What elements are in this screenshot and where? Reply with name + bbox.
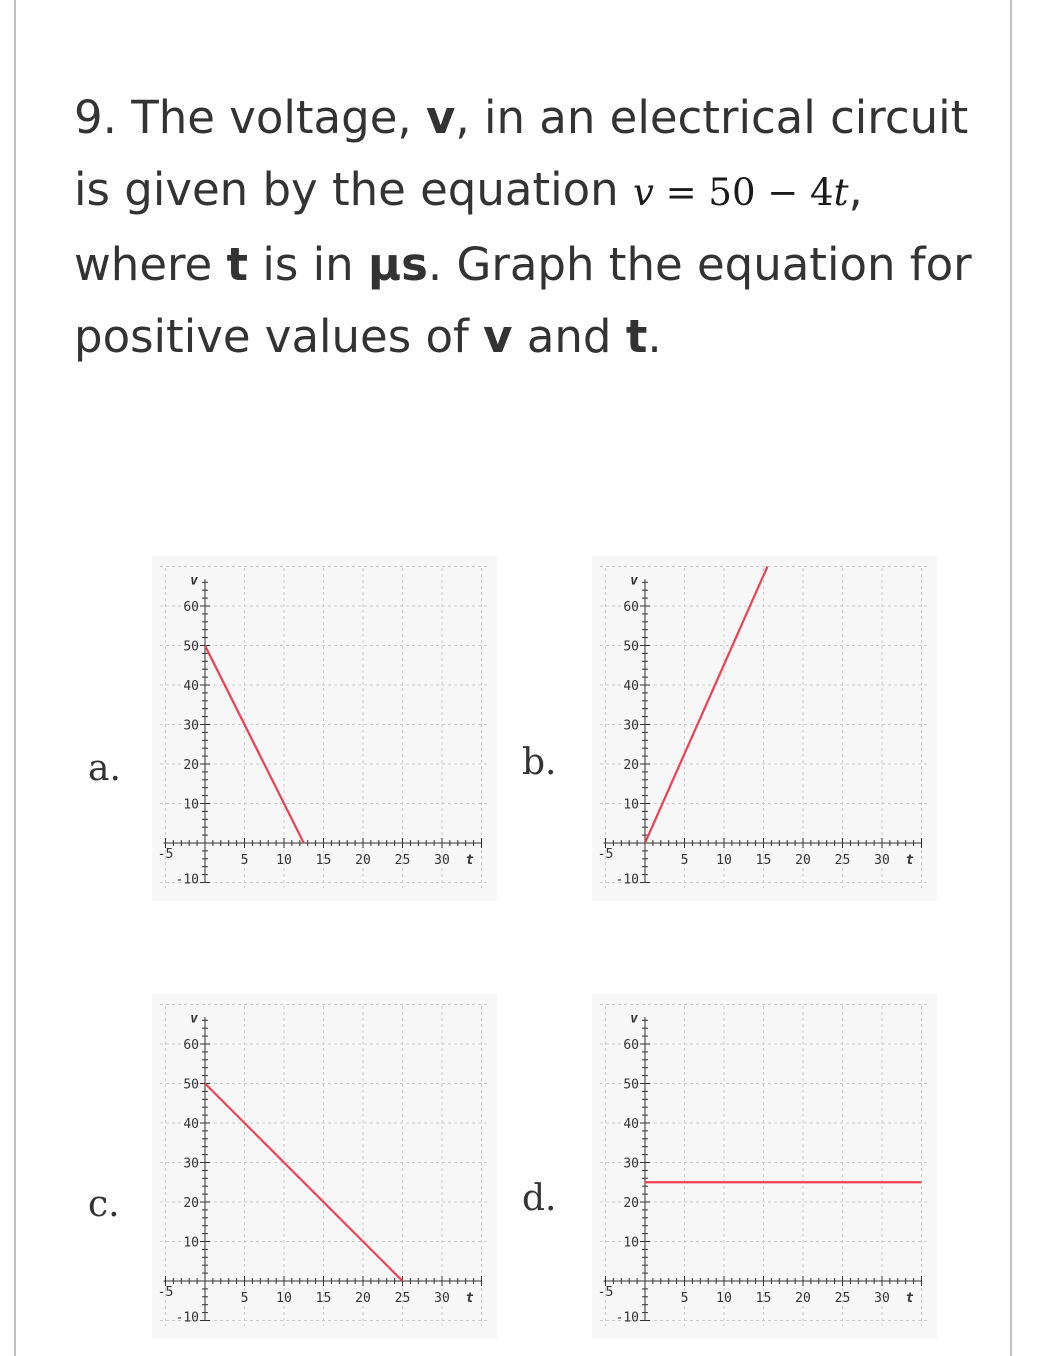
y-axis-label: v — [190, 573, 198, 589]
x-axis-label: t — [905, 853, 914, 868]
y-tick-label: 40 — [623, 1117, 639, 1132]
x-tick-label: 20 — [355, 1291, 371, 1306]
x-tick-label: 20 — [795, 1291, 811, 1306]
y-tick-label: 10 — [183, 1235, 199, 1251]
y-tick-label: 10 — [623, 797, 639, 813]
y-tick-label: -10 — [175, 1310, 199, 1326]
x-tick-label: 25 — [834, 1291, 851, 1306]
x-tick-label: 30 — [434, 1291, 450, 1306]
x-tick-label: 5 — [680, 853, 689, 868]
question-part-6: and — [526, 310, 612, 363]
y-axis-label: v — [630, 573, 638, 589]
question-var-v: v — [426, 91, 456, 144]
y-tick-label: 40 — [183, 679, 199, 694]
equation-v: v — [632, 171, 654, 214]
option-label-c[interactable]: c. — [88, 1184, 120, 1225]
chart-b — [592, 556, 937, 901]
y-tick-label: 60 — [623, 1038, 639, 1053]
x-tick-label: 15 — [315, 853, 332, 868]
x-tick-label: 10 — [716, 853, 732, 868]
y-tick-label: 20 — [183, 1196, 199, 1211]
y-tick-label: 30 — [183, 718, 199, 734]
left-border — [14, 0, 16, 1356]
x-tick-label: 25 — [394, 1291, 411, 1306]
graph-panel-b[interactable] — [592, 556, 937, 901]
x-tick-label: 25 — [834, 853, 851, 868]
x-tick-label: 5 — [240, 853, 249, 868]
x-tick-label: 15 — [755, 1291, 772, 1306]
x-axis-label: t — [465, 1291, 474, 1306]
x-axis-label: t — [465, 853, 474, 868]
question-part-3: , where — [74, 163, 863, 291]
question-part-5: . Graph the equation for positive values of — [74, 238, 972, 363]
x-tick-label: 20 — [795, 853, 811, 868]
y-tick-label: -10 — [615, 872, 639, 888]
question-part-4: is in — [262, 238, 354, 291]
x-tick-label: -5 — [157, 847, 174, 862]
equation-t: t — [833, 171, 849, 214]
option-label-d[interactable]: d. — [522, 1178, 557, 1219]
x-tick-label: 30 — [874, 853, 890, 868]
question-text — [74, 82, 974, 373]
y-tick-label: 30 — [183, 1156, 199, 1172]
x-tick-label: -5 — [597, 1285, 614, 1300]
y-tick-label: 30 — [623, 1156, 639, 1172]
graph-panel-d[interactable] — [592, 994, 937, 1339]
graph-panel-c[interactable] — [152, 994, 497, 1339]
equation — [633, 171, 848, 214]
question-number: 9. — [74, 91, 117, 144]
y-tick-label: 20 — [623, 758, 639, 773]
y-axis-label: v — [190, 1011, 198, 1027]
x-tick-label: 5 — [680, 1291, 689, 1306]
y-tick-label: -10 — [175, 872, 199, 888]
x-tick-label: 15 — [315, 1291, 332, 1306]
y-tick-label: 30 — [623, 718, 639, 734]
x-tick-label: 30 — [434, 853, 450, 868]
x-tick-label: 10 — [276, 1291, 292, 1306]
y-tick-label: 40 — [623, 679, 639, 694]
y-tick-label: 10 — [183, 797, 199, 813]
chart-d — [592, 994, 937, 1339]
question-var-t2: t — [625, 310, 648, 363]
x-tick-label: 25 — [394, 853, 411, 868]
question-unit: μs — [367, 238, 428, 291]
y-tick-label: 10 — [623, 1235, 639, 1251]
x-tick-label: 15 — [755, 853, 772, 868]
option-label-a[interactable]: a. — [88, 748, 121, 789]
series-line-v — [645, 567, 767, 844]
x-tick-label: 5 — [240, 1291, 249, 1306]
x-tick-label: 20 — [355, 853, 371, 868]
question-part-7: . — [647, 310, 662, 363]
y-tick-label: 40 — [183, 1117, 199, 1132]
x-tick-label: 30 — [874, 1291, 890, 1306]
y-tick-label: 60 — [183, 1038, 199, 1053]
question-var-t: t — [226, 238, 249, 291]
x-tick-label: -5 — [157, 1285, 174, 1300]
question-var-v2: v — [483, 310, 513, 363]
y-axis-label: v — [630, 1011, 638, 1027]
option-label-b[interactable]: b. — [522, 742, 557, 783]
chart-c — [152, 994, 497, 1339]
equation-middle: = 50 − 4 — [653, 171, 834, 214]
y-tick-label: 20 — [623, 1196, 639, 1211]
x-tick-label: 10 — [276, 853, 292, 868]
y-tick-label: 50 — [183, 639, 199, 655]
series-line-v — [205, 1084, 403, 1282]
y-tick-label: 50 — [183, 1077, 199, 1093]
y-tick-label: 60 — [623, 600, 639, 615]
x-tick-label: -5 — [597, 847, 614, 862]
question-part-2: , in an electrical circuit is given by the equation — [74, 91, 969, 216]
question-part-1: The voltage, — [131, 91, 412, 144]
y-tick-label: 50 — [623, 1077, 639, 1093]
x-axis-label: t — [905, 1291, 914, 1306]
x-tick-label: 10 — [716, 1291, 732, 1306]
y-tick-label: -10 — [615, 1310, 639, 1326]
y-tick-label: 50 — [623, 639, 639, 655]
y-tick-label: 60 — [183, 600, 199, 615]
y-tick-label: 20 — [183, 758, 199, 773]
chart-a — [152, 556, 497, 901]
series-line-v — [205, 646, 304, 844]
graph-panel-a[interactable] — [152, 556, 497, 901]
right-border — [1010, 0, 1012, 1356]
